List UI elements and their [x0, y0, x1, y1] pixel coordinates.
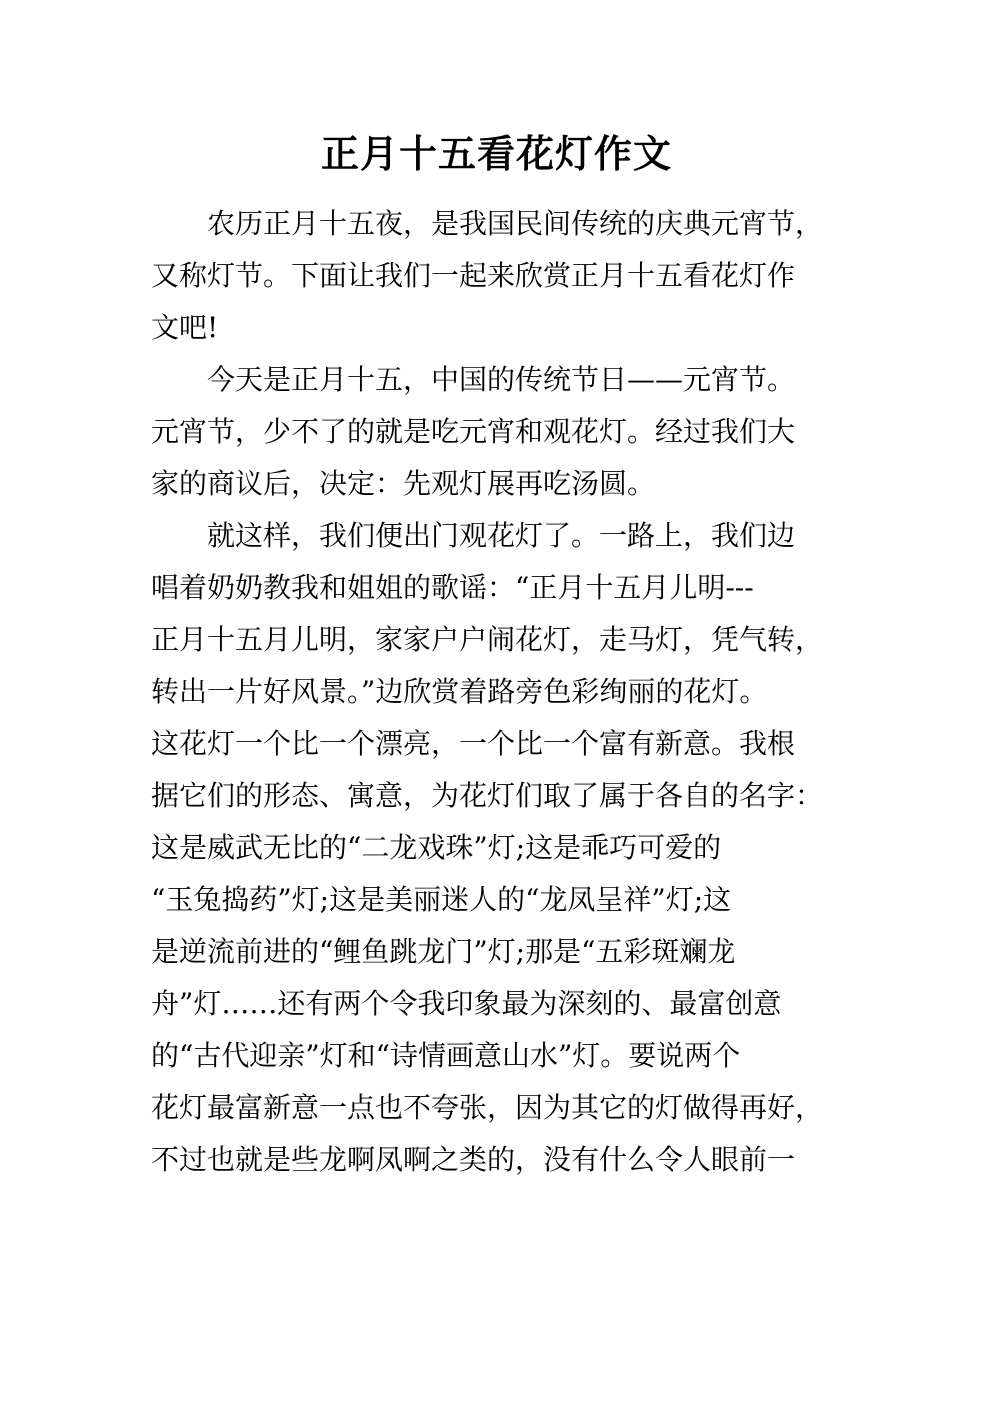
text-line: 文吧!: [151, 311, 219, 344]
text-line: 花灯最富新意一点也不夸张，因为其它的灯做得再好，: [151, 1091, 824, 1124]
text-line: 唱着奶奶教我和姐姐的歌谣：“正月十五月儿明---: [151, 571, 754, 604]
text-line: 今天是正月十五，中国的传统节日——元宵节。: [151, 363, 796, 396]
text-line: 就这样，我们便出门观花灯了。一路上，我们边: [151, 519, 796, 552]
document-title: 正月十五看花灯作文: [320, 132, 672, 176]
text-line: 是逆流前进的“鲤鱼跳龙门”灯;那是“五彩斑斓龙: [151, 935, 736, 968]
text-line: 不过也就是些龙啊凤啊之类的，没有什么令人眼前一: [151, 1143, 796, 1176]
text-line: 家的商议后，决定：先观灯展再吃汤圆。: [151, 467, 656, 500]
document-body: [151, 198, 861, 1186]
text-line: 元宵节，少不了的就是吃元宵和观花灯。经过我们大: [151, 415, 796, 448]
text-line: 农历正月十五夜，是我国民间传统的庆典元宵节，: [151, 207, 824, 240]
text-line: 转出一片好风景。”边欣赏着路旁色彩绚丽的花灯。: [151, 675, 768, 708]
text-line: 正月十五月儿明，家家户户闹花灯，走马灯，凭气转，: [151, 623, 824, 656]
text-line: 这是威武无比的“二龙戏珠”灯;这是乖巧可爱的: [151, 831, 722, 864]
text-line: 据它们的形态、寓意，为花灯们取了属于各自的名字：: [151, 779, 824, 812]
text-line: “玉兔捣药”灯;这是美丽迷人的“龙凤呈祥”灯;这: [151, 883, 732, 916]
text-line: 舟”灯……还有两个令我印象最为深刻的、最富创意: [151, 987, 782, 1020]
text-line: 的“古代迎亲”灯和“诗情画意山水”灯。要说两个: [151, 1039, 741, 1072]
text-line: 又称灯节。下面让我们一起来欣赏正月十五看花灯作: [151, 259, 796, 292]
text-line: 这花灯一个比一个漂亮，一个比一个富有新意。我根: [151, 727, 796, 760]
